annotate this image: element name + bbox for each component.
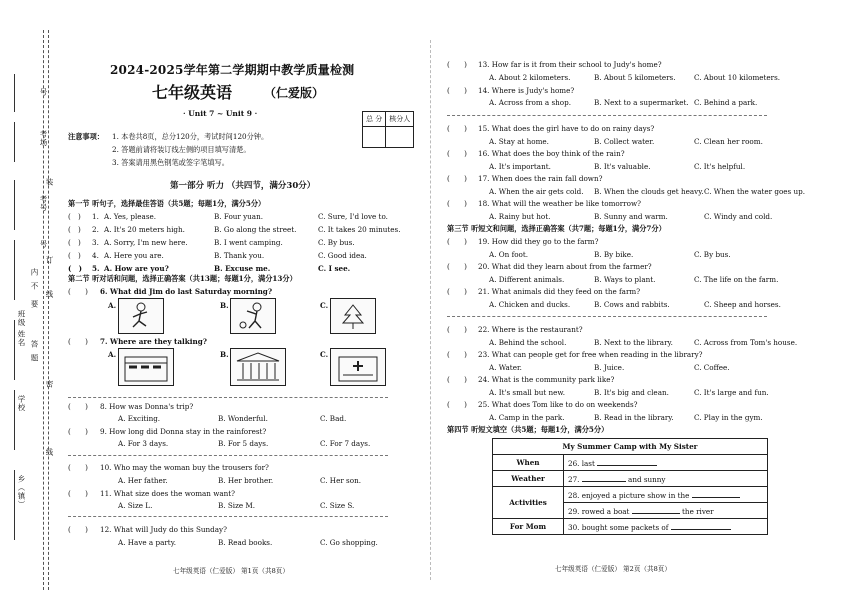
q9-option-c[interactable]: C. For 7 days. [320,439,371,448]
answer-bracket: ( ) [447,199,467,208]
divider [68,516,388,517]
answer-bracket: ( ) [68,238,81,247]
q4-option-a[interactable]: A. Here you are. [104,251,164,260]
q6-image-a[interactable] [118,298,164,334]
q6-image-b[interactable] [230,298,276,334]
notice-item-2: 2. 答题前请将装订线左侧的项目填写清楚。 [112,145,251,154]
q1-number: 1. [92,212,99,221]
q9-question: 9. How long did Donna stay in the rainforest? [100,427,267,436]
divider [68,397,388,398]
subject-title: 七年级英语 [152,83,233,102]
q7-option-c[interactable]: C. [320,350,329,359]
q17-option-a[interactable]: A. When the air gets cold. [489,187,584,196]
binding-line-outer [43,30,44,590]
answer-bracket: ( ) [68,463,88,472]
score-table [362,111,414,148]
q24-option-a[interactable]: A. It's small but new. [489,388,565,397]
answer-bracket: ( ) [447,350,467,359]
row-label-for-mom: For Mom [493,519,564,535]
bank-building-icon [231,349,285,385]
q17-question: 17. When does the rain fall down? [478,174,603,183]
q27-blank[interactable] [582,474,626,482]
q14-question: 14. Where is Judy's home? [478,86,575,95]
q15-option-c[interactable]: C. Clean her room. [694,137,763,146]
row-weather-content [564,471,768,487]
footer-right: 七年级英语（仁爱版） 第2页（共8页） [555,565,671,573]
answer-bracket: ( ) [447,86,467,95]
binding-field-seat[interactable] [14,74,15,112]
q8-option-b[interactable]: B. Wonderful. [218,414,268,423]
q20-option-c[interactable]: C. The life on the farm. [694,275,779,284]
q12-option-a[interactable]: A. Have a party. [118,538,177,547]
q22-option-b[interactable]: B. Next to the library. [594,338,673,347]
q29-suffix: the river [682,506,714,516]
answer-bracket: ( ) [447,174,467,183]
row-when-content [564,455,768,471]
answer-bracket: ( ) [68,489,88,498]
q7-question: 7. Where are they talking? [100,337,207,346]
q13-option-a[interactable]: A. About 2 kilometers. [489,73,571,82]
q11-question: 11. What size does the woman want? [100,489,236,498]
answer-bracket: ( ) [447,375,467,384]
binding-note-2: 订 [45,256,54,265]
binding-note-8: 题 [30,354,39,363]
q6-question: 6. What did Jim do last Saturday morning? [100,287,273,296]
notice-label: 注意事项： [68,132,104,141]
q7-image-a[interactable] [118,348,174,386]
q19-option-b[interactable]: B. By bike. [594,250,634,259]
q28-blank[interactable] [692,490,740,498]
q7-option-a[interactable]: A. [108,350,117,359]
binding-field-class-name[interactable] [14,320,15,380]
binding-line-inner [48,30,49,590]
q3-option-a[interactable]: A. Sorry, I'm new here. [104,238,188,247]
q30-text: 30. bought some packets of [568,522,669,532]
answer-bracket: ( ) [68,525,88,534]
q23-option-c[interactable]: C. Coffee. [694,363,730,372]
score-total-cell[interactable] [363,127,386,148]
q20-question: 20. What did they learn about from the farmer? [478,262,652,271]
q19-question: 19. How did they go to the farm? [478,237,599,246]
exam-title: 2024-2025学年第二学期期中教学质量检测 [110,63,355,77]
q8-question: 8. How was Donna's trip? [100,402,194,411]
playing-figure-icon [231,299,275,333]
binding-label-school: 学校 [17,395,26,412]
q17-option-c[interactable]: C. When the water goes up. [704,187,806,196]
q13-option-c[interactable]: C. About 10 kilometers. [694,73,781,82]
q16-option-a[interactable]: A. It's important. [489,162,551,171]
binding-note-9: 线 [45,448,54,457]
binding-field-school[interactable] [14,390,15,450]
q28-text: 28. enjoyed a picture show in the [568,490,690,500]
q1-option-a[interactable]: A. Yes, please. [104,212,157,221]
binding-note-3: 线 [45,290,54,299]
q27-suffix: and sunny [628,474,666,484]
q6-image-c[interactable] [330,298,376,334]
binding-note-4: 内 [30,268,39,277]
binding-label-seat: 号 [39,88,48,97]
q20-option-a[interactable]: A. Different animals. [489,275,565,284]
q7-image-b[interactable] [230,348,286,386]
binding-label-class: 班级 [17,310,26,327]
q15-option-b[interactable]: B. Collect water. [594,137,655,146]
q11-option-b[interactable]: B. Size M. [218,501,256,510]
q2-option-b[interactable]: B. Go along the street. [214,225,297,234]
q26-blank[interactable] [597,458,657,466]
q5-option-c[interactable]: C. I see. [318,264,351,273]
q12-option-c[interactable]: C. Go shopping. [320,538,378,547]
q3-option-c[interactable]: C. By bus. [318,238,355,247]
answer-bracket: ( ) [68,225,81,234]
binding-note-5: 不 [30,282,39,291]
q29-text: 29. rowed a boat [568,506,630,516]
row-for-mom-content [564,519,768,535]
q18-option-b[interactable]: B. Sunny and warm. [594,212,668,221]
q23-question: 23. What can people get for free when reading in the library? [478,350,703,359]
binding-field-number[interactable] [14,180,15,230]
q16-question: 16. What does the boy think of the rain? [478,149,625,158]
answer-bracket: ( ) [68,427,88,436]
q21-option-c[interactable]: C. Sheep and horses. [704,300,781,309]
q24-question: 24. What is the community park like? [478,375,615,384]
notice-item-3: 3. 答案请用黑色钢笔或签字笔填写。 [112,158,229,167]
q27-text: 27. [568,474,580,484]
q5-number: 5. [92,264,100,273]
q23-option-a[interactable]: A. Water. [489,363,522,372]
q26-text: 26. last [568,458,595,468]
q21-option-b[interactable]: B. Cows and rabbits. [594,300,670,309]
q24-option-b[interactable]: B. It's big and clean. [594,388,669,397]
q5-option-a[interactable]: A. How are you? [104,264,169,273]
q6-option-c[interactable]: C. [320,301,329,310]
binding-note-10: 密 [45,380,54,389]
subject-edition: （仁爱版） [264,86,325,100]
row-activity-29 [564,503,768,519]
q12-option-b[interactable]: B. Read books. [218,538,273,547]
q12-question: 12. What will Judy do this Sunday? [100,525,227,534]
binding-field-room[interactable] [14,122,15,162]
q20-option-b[interactable]: B. Ways to plant. [594,275,656,284]
answer-bracket: ( ) [447,149,467,158]
notice-item-1: 1. 本卷共8页，总分120分，考试时间120分钟。 [112,132,269,141]
binding-label-id: 号 [39,240,48,249]
score-header-checker: 核分人 [386,112,414,127]
q8-option-a[interactable]: A. Exciting. [118,414,161,423]
binding-field-id[interactable] [14,240,15,300]
q1-option-b[interactable]: B. Four yuan. [214,212,264,221]
answer-bracket: ( ) [68,287,88,296]
q14-option-c[interactable]: C. Behind a park. [694,98,758,107]
answer-bracket: ( ) [447,237,467,246]
q13-option-b[interactable]: B. About 5 kilometers. [594,73,676,82]
q9-option-b[interactable]: B. For 5 days. [218,439,269,448]
binding-note-1: 装 [45,178,54,187]
answer-bracket: ( ) [68,337,88,346]
q13-question: 13. How far is it from their school to Judy's home? [478,60,662,69]
q25-question: 25. What does Tom like to do on weekends? [478,400,638,409]
q10-option-b[interactable]: B. Her brother. [218,476,274,485]
q21-option-a[interactable]: A. Chicken and ducks. [489,300,571,309]
q10-option-c[interactable]: C. Her son. [320,476,361,485]
part1-title: 第一部分 听力 （共四节，满分30分） [170,181,316,191]
q22-question: 22. Where is the restaurant? [478,325,583,334]
binding-label-room: 考场 [39,130,48,147]
divider [68,455,388,456]
binding-field-town[interactable] [14,470,15,540]
q24-option-c[interactable]: C. It's large and fun. [694,388,769,397]
score-checker-cell[interactable] [386,127,414,148]
skating-figure-icon [119,299,163,333]
q22-option-c[interactable]: C. Across from Tom's house. [694,338,798,347]
row-activity-28 [564,487,768,503]
row-label-when: When [493,455,564,471]
section1-title: 第一节 听句子，选择最佳答语（共5题；每题1分，满分5分） [68,199,266,208]
summer-camp-table [492,438,768,535]
q17-option-b[interactable]: B. When the clouds get heavy. [594,187,704,196]
q2-option-c[interactable]: C. It takes 20 minutes. [318,225,401,234]
q18-question: 18. What will the weather be like tomorrow? [478,199,641,208]
page-fold-line [430,40,431,580]
answer-bracket: ( ) [447,60,467,69]
answer-bracket: ( ) [447,262,467,271]
binding-label-town: 乡（镇） [17,475,26,509]
binding-label-name: 姓名 [17,330,26,347]
q19-option-a[interactable]: A. On foot. [489,250,529,259]
q3-number: 3. [92,238,99,247]
q2-number: 2. [92,225,99,234]
binding-label-number: 考号 [39,195,48,212]
q18-option-a[interactable]: A. Rainy but hot. [489,212,551,221]
shop-building-icon [119,349,173,385]
q7-option-b[interactable]: B. [220,350,229,359]
q2-option-a[interactable]: A. It's 20 meters high. [104,225,185,234]
q5-option-b[interactable]: B. Excuse me. [214,264,271,273]
q21-question: 21. What animals did they feed on the farm? [478,287,641,296]
q11-option-a[interactable]: A. Size L. [118,501,153,510]
q14-option-a[interactable]: A. Across from a shop. [489,98,572,107]
q16-option-b[interactable]: B. It's valuable. [594,162,651,171]
q29-blank[interactable] [632,506,680,514]
q7-image-c[interactable] [330,348,386,386]
q11-option-c[interactable]: C. Size S. [320,501,355,510]
q19-option-c[interactable]: C. By bus. [694,250,731,259]
q16-option-c[interactable]: C. It's helpful. [694,162,746,171]
q15-option-a[interactable]: A. Stay at home. [489,137,549,146]
divider [447,316,767,317]
section3-title: 第三节 听短文和问题，选择正确答案（共7题；每题1分，满分7分） [447,224,666,233]
q10-option-a[interactable]: A. Her father. [118,476,168,485]
section2-title: 第二节 听对话和问题，选择正确答案（共13题；每题1分，满分13分） [68,274,297,283]
binding-note-7: 答 [30,340,39,349]
q4-number: 4. [92,251,99,260]
q10-question: 10. Who may the woman buy the trousers for? [100,463,269,472]
q30-blank[interactable] [671,522,731,530]
q23-option-b[interactable]: B. Juice. [594,363,625,372]
answer-bracket: ( ) [447,124,467,133]
section4-title: 第四节 听短文填空（共5题；每题1分，满分5分） [447,425,609,434]
answer-bracket: ( ) [68,402,88,411]
tree-planting-icon [331,299,375,333]
q3-option-b[interactable]: B. I went camping. [214,238,283,247]
row-label-weather: Weather [493,471,564,487]
q25-option-b[interactable]: B. Read in the library. [594,413,674,422]
answer-bracket: ( ) [447,325,467,334]
answer-bracket: ( ) [68,212,81,221]
answer-bracket: ( ) [447,400,467,409]
score-header-total: 总 分 [363,112,386,127]
q14-option-b[interactable]: B. Next to a supermarket. [594,98,689,107]
q18-option-c[interactable]: C. Windy and cold. [704,212,773,221]
q1-option-c[interactable]: C. Sure, I'd love to. [318,212,388,221]
answer-bracket: ( ) [68,251,81,260]
q8-option-c[interactable]: C. Bad. [320,414,347,423]
hospital-building-icon [331,349,385,385]
q6-option-a[interactable]: A. [108,301,117,310]
q22-option-a[interactable]: A. Behind the school. [489,338,567,347]
divider [447,115,767,116]
row-label-activities: Activities [493,487,564,519]
answer-bracket: ( ) [447,287,467,296]
q9-option-a[interactable]: A. For 3 days. [118,439,169,448]
unit-range: · Unit 7 ~ Unit 9 · [183,109,258,118]
q25-option-c[interactable]: C. Play in the gym. [694,413,763,422]
answer-bracket: ( ) [68,264,82,273]
footer-left: 七年级英语（仁爱版） 第1页（共8页） [173,567,289,575]
q4-option-b[interactable]: B. Thank you. [214,251,265,260]
q6-option-b[interactable]: B. [220,301,229,310]
q15-question: 15. What does the girl have to do on rainy days? [478,124,655,133]
binding-note-6: 要 [30,300,39,309]
camp-table-title: My Summer Camp with My Sister [493,439,768,455]
q4-option-c[interactable]: C. Good idea. [318,251,367,260]
q25-option-a[interactable]: A. Camp in the park. [489,413,565,422]
